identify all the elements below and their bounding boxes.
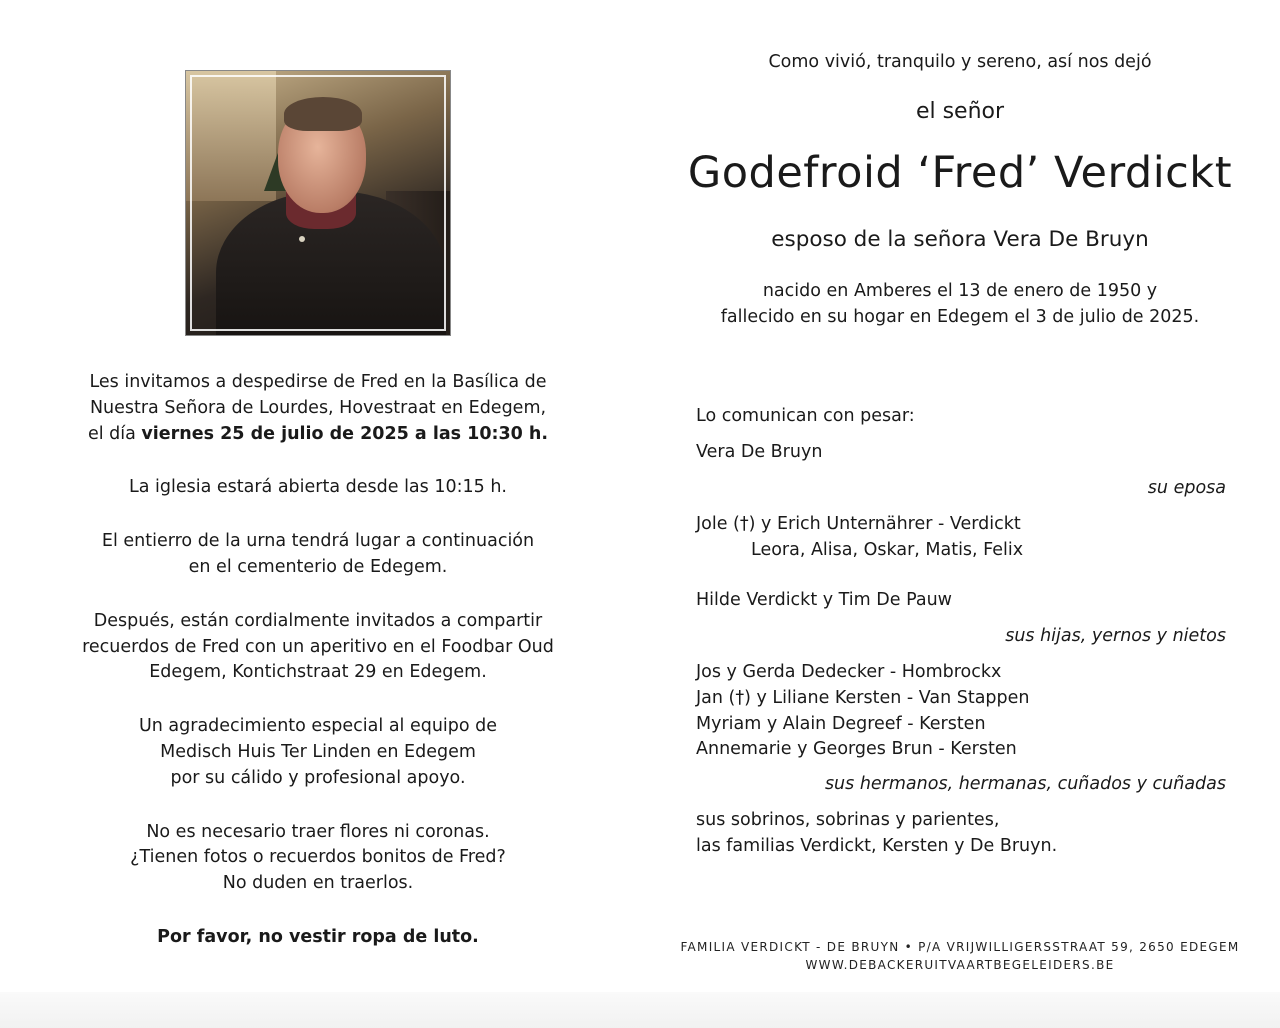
reception-line: recuerdos de Fred con un aperitivo en el Foodbar Oud — [82, 636, 554, 657]
flowers-line: No duden en traerlos. — [222, 873, 414, 894]
family-address: FAMILIA VERDICKT - DE BRUYN • P/A VRIJWILLIGERSSTRAAT 59, 2650 EDEGEM — [680, 940, 1240, 954]
epigraph: Como vivió, tranquilo y sereno, así nos dejó — [768, 52, 1152, 72]
dress-code-line: Por favor, no vestir ropa de luto. — [157, 926, 479, 947]
portrait-photo — [185, 70, 451, 336]
wife-group — [696, 440, 1226, 466]
burial-block — [58, 529, 578, 581]
family-member: Jole (†) y Erich Unternährer - Verdickt — [696, 514, 1021, 534]
relation-label: sus hermanos, hermanas, cuñados y cuñadas — [824, 774, 1226, 794]
photo-white-border — [190, 75, 446, 331]
invitation-date-prefix: el día — [87, 423, 142, 444]
spouse-line: esposo de la señora Vera De Bruyn — [771, 227, 1149, 252]
family-member: Hilde Verdickt y Tim De Pauw — [696, 590, 952, 610]
footer-address — [660, 938, 1260, 974]
children-group-2 — [696, 588, 1226, 614]
reception-line: Edegem, Kontichstraat 29 en Edegem. — [149, 662, 487, 683]
burial-line: en el cementerio de Edegem. — [188, 556, 448, 577]
service-details — [58, 370, 578, 979]
invitation-line: Les invitamos a despedirse de Fred en la Basílica de — [89, 372, 547, 392]
children-group — [696, 512, 1226, 564]
announce-line: Lo comunican con pesar: — [696, 406, 915, 426]
relation-label: sus hijas, yernos y nietos — [1005, 626, 1226, 646]
relation-label: su eposa — [1147, 478, 1226, 498]
reception-block — [58, 609, 578, 686]
birth-line: nacido en Amberes el 13 de enero de 1950 y — [762, 281, 1158, 301]
family-member: Vera De Bruyn — [696, 442, 823, 462]
siblings-group — [696, 660, 1226, 763]
siblings-relation-group — [696, 772, 1226, 798]
invitation-block — [58, 370, 578, 447]
family-member: sus sobrinos, sobrinas y parientes, — [696, 810, 1000, 830]
family-member: Myriam y Alain Degreef - Kersten — [696, 713, 986, 734]
death-line: fallecido en su hogar en Edegem el 3 de julio de 2025. — [720, 306, 1200, 327]
thanks-line: Medisch Huis Ter Linden en Edegem — [160, 741, 476, 762]
reception-line: Después, están cordialmente invitados a compartir — [93, 610, 543, 631]
dress-code-block — [58, 925, 578, 951]
family-member: las familias Verdickt, Kersten y De Bruyn. — [696, 835, 1058, 856]
service-date-time: viernes 25 de julio de 2025 a las 10:30 h. — [141, 423, 549, 444]
thanks-line: Un agradecimiento especial al equipo de — [138, 716, 498, 737]
thanks-block — [58, 714, 578, 791]
page-bottom-edge — [0, 992, 1280, 1028]
children-relation-group — [696, 624, 1226, 650]
church-open-block — [58, 475, 578, 501]
invitation-date-line — [58, 422, 578, 448]
honorific: el señor — [915, 99, 1005, 124]
wife-relation-group — [696, 476, 1226, 502]
flowers-block — [58, 820, 578, 897]
church-open-line: La iglesia estará abierta desde las 10:15 h. — [128, 477, 507, 498]
thanks-line: por su cálido y profesional apoyo. — [170, 767, 466, 788]
grandchildren: Leora, Alisa, Oskar, Matis, Felix — [751, 539, 1024, 560]
birth-death-info — [660, 279, 1260, 330]
invitation-line: Nuestra Señora de Lourdes, Hovestraat en Edegem, — [89, 397, 547, 418]
flowers-line: ¿Tienen fotos o recuerdos bonitos de Fred? — [130, 847, 506, 868]
others-group — [696, 808, 1226, 860]
burial-line: El entierro de la urna tendrá lugar a continuación — [101, 531, 535, 552]
family-member: Jan (†) y Liliane Kersten - Van Stappen — [696, 687, 1030, 708]
deceased-name: Godefroid ‘Fred’ Verdickt — [687, 148, 1233, 198]
funeral-website: WWW.DEBACKERUITVAARTBEGELEIDERS.BE — [805, 958, 1115, 972]
family-member: Annemarie y Georges Brun - Kersten — [696, 739, 1017, 760]
family-member: Jos y Gerda Dedecker - Hombrockx — [696, 662, 1002, 682]
flowers-line: No es necesario traer flores ni coronas. — [146, 821, 490, 842]
family-list — [696, 404, 1226, 430]
